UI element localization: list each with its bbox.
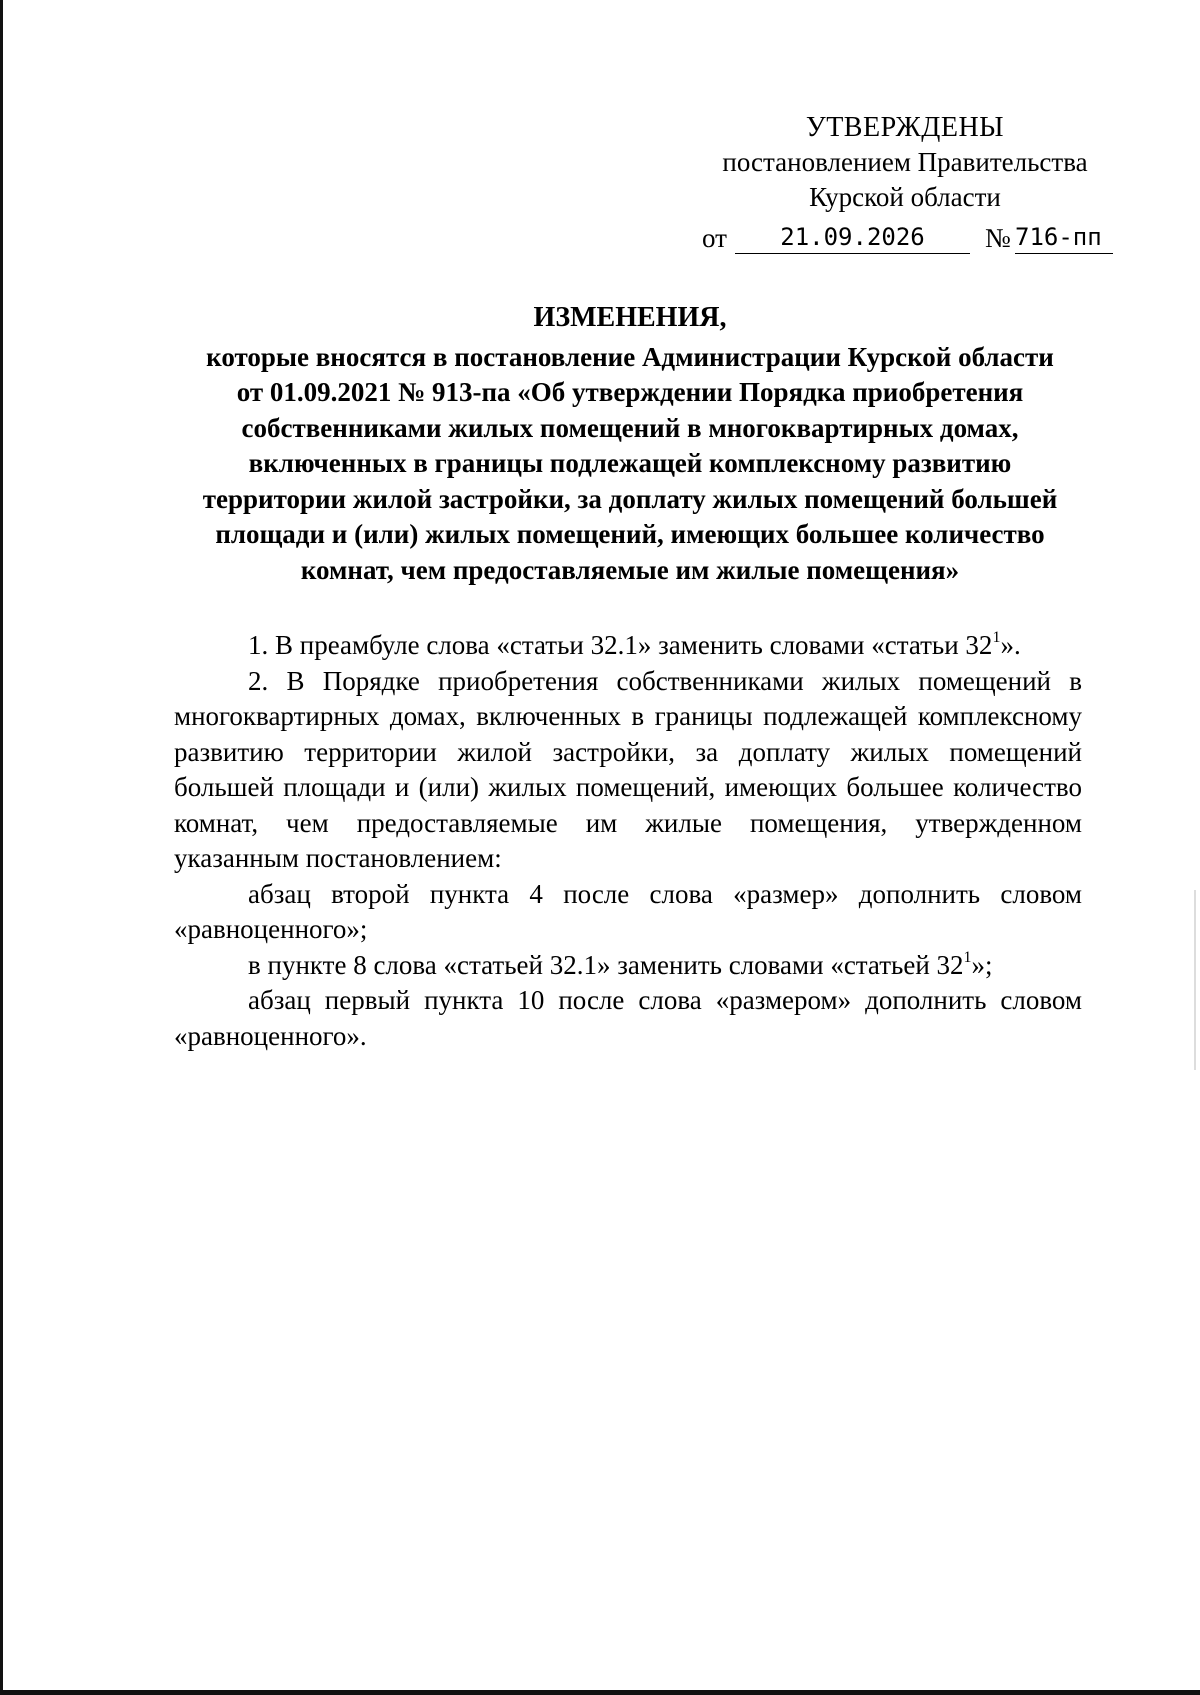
paragraph-5: абзац первый пункта 10 после слова «размером» дополнить словом «равноценного».	[174, 985, 1082, 1051]
paragraph-1-end: ».	[1000, 630, 1021, 660]
paragraph-1	[174, 628, 1082, 664]
approval-date-number-row	[690, 221, 1120, 257]
document-title-block	[170, 300, 1090, 588]
approval-stamp-block	[690, 110, 1120, 257]
approval-date: 21.09.2026	[735, 221, 970, 254]
approval-number: 716-пп	[1015, 221, 1113, 254]
title-line: включенных в границы подлежащей комплексному развитию	[248, 448, 1012, 478]
title-line: площади и (или) жилых помещений, имеющих большее количество	[215, 519, 1045, 549]
document-title: ИЗМЕНЕНИЯ,	[533, 302, 727, 333]
scan-mark	[1194, 890, 1196, 1070]
title-line: комнат, чем предоставляемые им жилые помещения»	[300, 554, 960, 585]
number-sign: №	[985, 223, 1011, 253]
paragraph-2: 2. В Порядке приобретения собственниками жилых помещений в многоквартирных домах, включенных в границы подлежащей комплексному развитию территории жилой застройки, за доплату жилых помещений большей площади и (или) жилых помещений, имеющих большее количество комнат, чем предоставляемые им жилые помещения, утвержденном указанным постановлением:	[174, 665, 1082, 873]
superscript: 1	[963, 948, 972, 966]
page-left-edge	[0, 0, 3, 1695]
superscript: 1	[992, 629, 1001, 646]
approval-line-1: постановлением Правительства	[722, 147, 1088, 177]
title-line: собственниками жилых помещений в многоквартирных домах,	[241, 412, 1019, 443]
page-bottom-edge	[0, 1690, 1200, 1695]
paragraph-4-text: в пункте 8 слова «статьей 32.1» заменить словами «статьей 32	[248, 949, 964, 980]
paragraph-4-end: »;	[971, 949, 993, 980]
from-label: от	[702, 223, 727, 253]
title-line: территории жилой застройки, за доплату жилых помещений большей	[202, 483, 1058, 514]
document-body	[174, 628, 1082, 1054]
paragraph-3: абзац второй пункта 4 после слова «размер» дополнить словом «равноценного»;	[174, 878, 1082, 944]
paragraph-1-text: 1. В преамбуле слова «статьи 32.1» заменить словами «статьи 32	[248, 630, 993, 660]
paragraph-4	[174, 948, 1082, 984]
title-line: которые вносятся в постановление Администрации Курской области	[206, 341, 1054, 372]
approval-heading: УТВЕРЖДЕНЫ	[805, 112, 1005, 143]
title-line: от 01.09.2021 № 913-па «Об утверждении Порядка приобретения	[236, 377, 1024, 407]
approval-line-2: Курской области	[809, 182, 1001, 212]
